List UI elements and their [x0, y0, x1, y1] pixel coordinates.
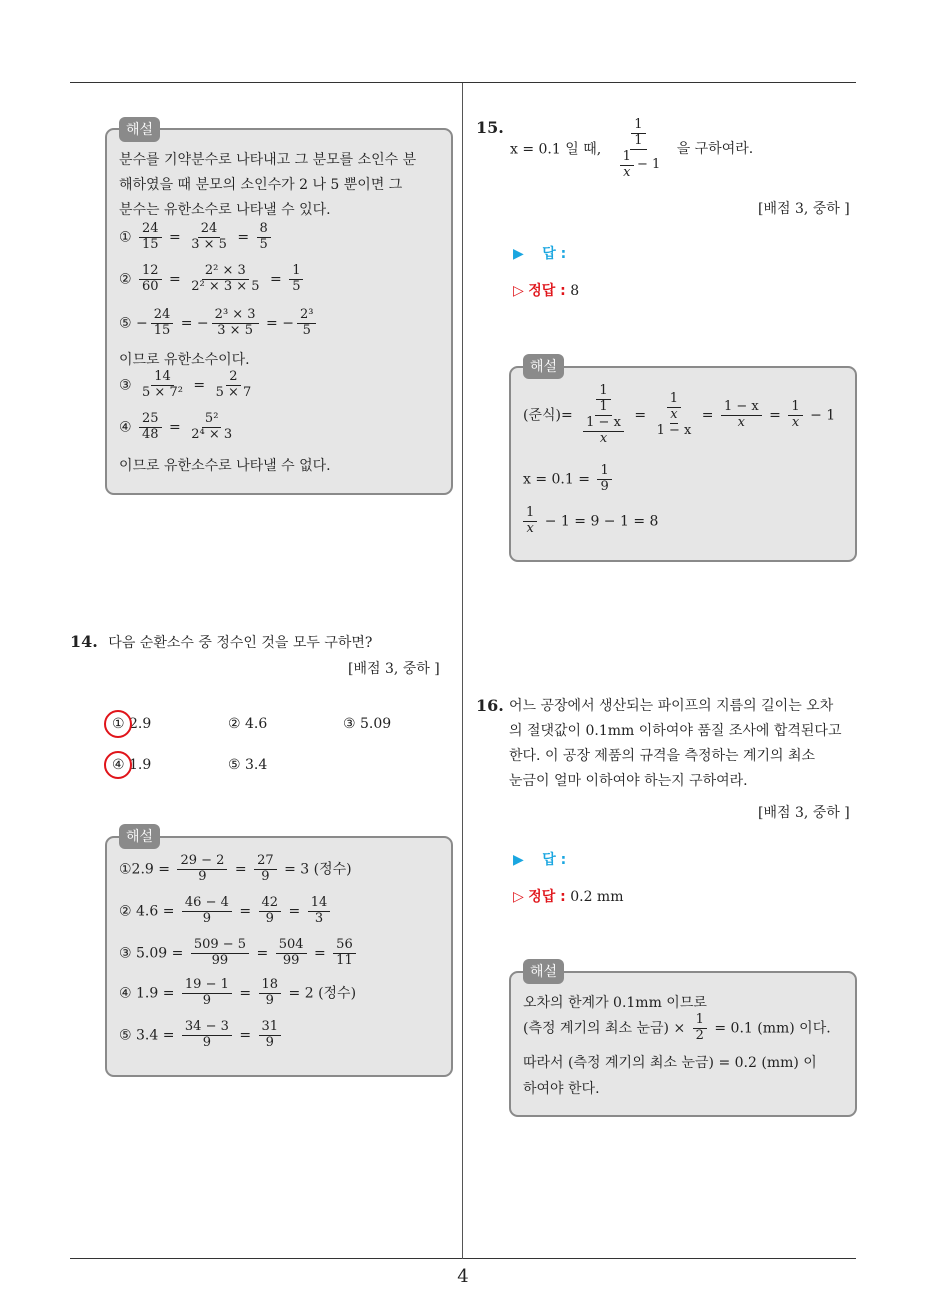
q16-expl-1: 오차의 한계가 0.1mm 이므로 — [523, 995, 707, 1011]
expl-mid: 이므로 유한소수이다. — [119, 352, 250, 368]
page-number: 4 — [457, 1266, 469, 1287]
explanation-box-15 — [509, 366, 857, 562]
q14-expl-5: ⑤ 3.4 = $\frac{34 - 3}{9}$ = $\frac{31}{9}$ — [119, 1020, 284, 1051]
answer-triangle-icon: ▶ — [513, 852, 524, 868]
correct-triangle-icon: ▷ — [513, 889, 524, 905]
q15-question: x = 0.1 일 때, 1 1 $\frac{1}{x}$ − 1 을 구하여라. — [510, 117, 754, 180]
q15-header: 15. — [476, 118, 504, 137]
top-rule — [70, 82, 856, 83]
q15-expl-1: (준식)= 1 1 $\frac{1 - x}{x}$ = 1 x 1 − x = $\frac{1 - x}{x}$ = $\frac{1}{x}$ − 1 — [523, 383, 836, 446]
q14-expl-2: ② 4.6 = $\frac{46 - 4}{9}$ = $\frac{42}{9}$ = $\frac{14}{3}$ — [119, 896, 333, 927]
expl-intro: 분수를 기약분수로 나타내고 그 분모를 소인수 분 해하였을 때 분모의 소인수가 2 나 5 뿐이면 그 분수는 유한소수로 나타낼 수 있다. — [119, 152, 417, 218]
q16-number: 16. — [476, 696, 504, 715]
q14-score: [배점 3, 중하 ] — [348, 661, 440, 677]
explanation-box-14 — [105, 836, 453, 1077]
explanation-box-13 — [105, 128, 453, 495]
expl-item-3: ③ $\frac{14}{\text{5 × 7²}}$ = $\frac{2}{5 \times 7}$ — [119, 369, 252, 400]
explanation-tag: 해설 — [119, 824, 160, 849]
q15-score: [배점 3, 중하 ] — [758, 201, 850, 217]
q14-option-4[interactable]: ④ 1.9 — [112, 757, 152, 773]
expl-item-4: ④ $\frac{25}{48}$ = $\frac{\text{5²}}{\text{2⁴ × 3}}$ — [119, 411, 233, 442]
q15-expl-2: x = 0.1 = $\frac{1}{9}$ — [523, 464, 615, 495]
q16-expl-2: (측정 계기의 최소 눈금) × $\frac{1}{2}$ = 0.1 (mm) 이다. — [523, 1012, 831, 1043]
answer-triangle-icon: ▶ — [513, 246, 524, 262]
q14-expl-1: ①2.9 = $\frac{29 - 2}{9}$ = $\frac{27}{9}$ = 3 (정수) — [119, 853, 352, 884]
q15-expl-3: $\frac{1}{x}$ − 1 = 9 − 1 = 8 — [523, 506, 658, 537]
q14-option-1[interactable]: ① 2.9 — [112, 716, 152, 732]
explanation-box-16 — [509, 971, 857, 1117]
q15-answer[interactable]: ▶ 답 : — [513, 246, 567, 262]
column-divider — [462, 83, 463, 1259]
q15-correct: ▷ 정답 : 8 — [513, 283, 580, 299]
selected-mark-4 — [104, 751, 132, 779]
q16-text: 어느 공장에서 생산되는 파이프의 지름의 길이는 오차 의 절댓값이 0.1mm 이하여야 품질 조사에 합격된다고 한다. 이 공장 제품의 규격을 측정하는 계기의 최소 눈금이 얼마 이하여야 하는지 구하여라. — [509, 698, 842, 789]
explanation-tag: 해설 — [119, 117, 160, 142]
explanation-tag: 해설 — [523, 354, 564, 379]
expl-item-1: ① $\frac{24}{15}$ = $\frac{24}{3 \times 5}$ = $\frac{8}{5}$ — [119, 222, 274, 253]
q16-answer[interactable]: ▶ 답 : — [513, 852, 567, 868]
correct-triangle-icon: ▷ — [513, 283, 524, 299]
q16-score: [배점 3, 중하 ] — [758, 805, 850, 821]
q16-expl-3: 따라서 (측정 계기의 최소 눈금) = 0.2 (mm) 이 — [523, 1055, 817, 1071]
q14-option-2[interactable]: ② 4.6 — [228, 716, 268, 732]
q14-option-5[interactable]: ⑤ 3.4 — [228, 757, 268, 773]
bottom-rule — [70, 1258, 856, 1259]
q14-option-3[interactable]: ③ 5.09 — [343, 716, 392, 732]
expl-item-2: ② $\frac{12}{60}$ = $\frac{\text{2² × 3}}{\text{2² × 3 × 5}}$ = $\frac{1}{5}$ — [119, 264, 306, 295]
selected-mark-1 — [104, 710, 132, 738]
q14-expl-4: ④ 1.9 = $\frac{19 - 1}{9}$ = $\frac{18}{9}$ = 2 (정수) — [119, 977, 357, 1008]
expl-item-5: ⑤ − $\frac{24}{15}$ = − $\frac{\text{2³ × 3}}{3 \times 5}$ = − $\frac{\text{2³}}{5}$ — [119, 308, 319, 339]
q16-expl-4: 하여야 한다. — [523, 1081, 600, 1097]
expl-end: 이므로 유한소수로 나타낼 수 없다. — [119, 458, 331, 474]
q16-correct: ▷ 정답 : 0.2 mm — [513, 889, 624, 905]
q14-expl-3: ③ 5.09 = $\frac{509 - 5}{99}$ = $\frac{504}{99}$ = $\frac{56}{11}$ — [119, 938, 359, 969]
q14-header: 14. 다음 순환소수 중 정수인 것을 모두 구하면? — [70, 632, 373, 651]
explanation-tag: 해설 — [523, 959, 564, 984]
